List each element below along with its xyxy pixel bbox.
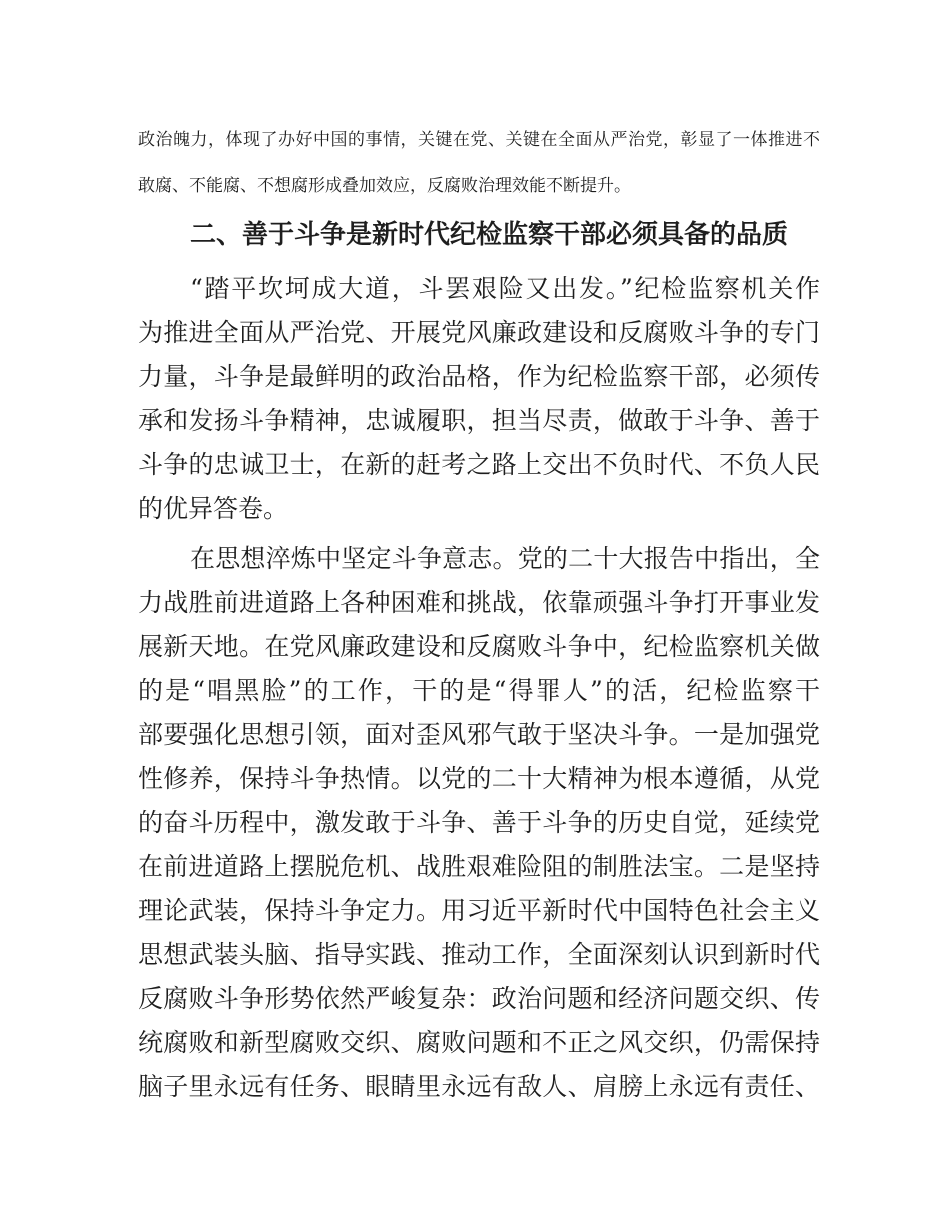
text-line: 二、善于斗争是新时代纪检监察干部必须具备的品质	[190, 220, 789, 250]
text-line: 性修养，保持斗争热情。以党的二十大精神为根本遵循，从党	[138, 764, 820, 793]
text-line: 反腐败斗争形势依然严峻复杂：政治问题和经济问题交织、传	[138, 984, 820, 1013]
text-line: 理论武装，保持斗争定力。用习近平新时代中国特色社会主义	[138, 896, 820, 925]
text-line: 承和发扬斗争精神，忠诚履职，担当尽责，做敢于斗争、善于	[138, 406, 820, 435]
text-line: 在前进道路上摆脱危机、战胜艰难险阻的制胜法宝。二是坚持	[138, 852, 820, 881]
text-line: 的奋斗历程中，激发敢于斗争、善于斗争的历史自觉，延续党	[138, 808, 820, 837]
text-line: 部要强化思想引领，面对歪风邪气敢于坚决斗争。一是加强党	[138, 720, 820, 749]
text-line: 力战胜前进道路上各种困难和挑战，依靠顽强斗争打开事业发	[138, 588, 820, 617]
text-line: 展新天地。在党风廉政建设和反腐败斗争中，纪检监察机关做	[138, 632, 820, 661]
text-line: 的是“唱黑脸”的工作，干的是“得罪人”的活，纪检监察干	[138, 676, 820, 705]
paragraph-continuation	[138, 117, 820, 209]
text-line: 为推进全面从严治党、开展党风廉政建设和反腐败斗争的专门	[138, 318, 820, 347]
text-line: 脑子里永远有任务、眼睛里永远有敌人、肩膀上永远有责任、	[138, 1072, 820, 1101]
text-line: 力量，斗争是最鲜明的政治品格，作为纪检监察干部，必须传	[138, 362, 820, 391]
paragraph-body-1	[138, 267, 820, 531]
paragraph-body-2	[138, 537, 820, 1109]
text-line: 思想武装头脑、指导实践、推动工作，全面深刻认识到新时代	[138, 940, 820, 969]
text-line: 统腐败和新型腐败交织、腐败问题和不正之风交织，仍需保持	[138, 1028, 820, 1057]
text-line: 斗争的忠诚卫士，在新的赶考之路上交出不负时代、不负人民	[138, 450, 820, 479]
text-line: 政治魄力，体现了办好中国的事情，关键在党、关键在全面从严治党，彰显了一体推进不	[138, 130, 820, 150]
text-line: 敢腐、不能腐、不想腐形成叠加效应，反腐败治理效能不断提升。	[138, 176, 631, 196]
section-heading	[138, 209, 820, 261]
text-line: 的优异答卷。	[138, 494, 289, 523]
text-line: 在思想淬炼中坚定斗争意志。党的二十大报告中指出，全	[190, 544, 820, 573]
text-line: “踏平坎坷成大道，斗罢艰险又出发。”纪检监察机关作	[190, 274, 820, 303]
